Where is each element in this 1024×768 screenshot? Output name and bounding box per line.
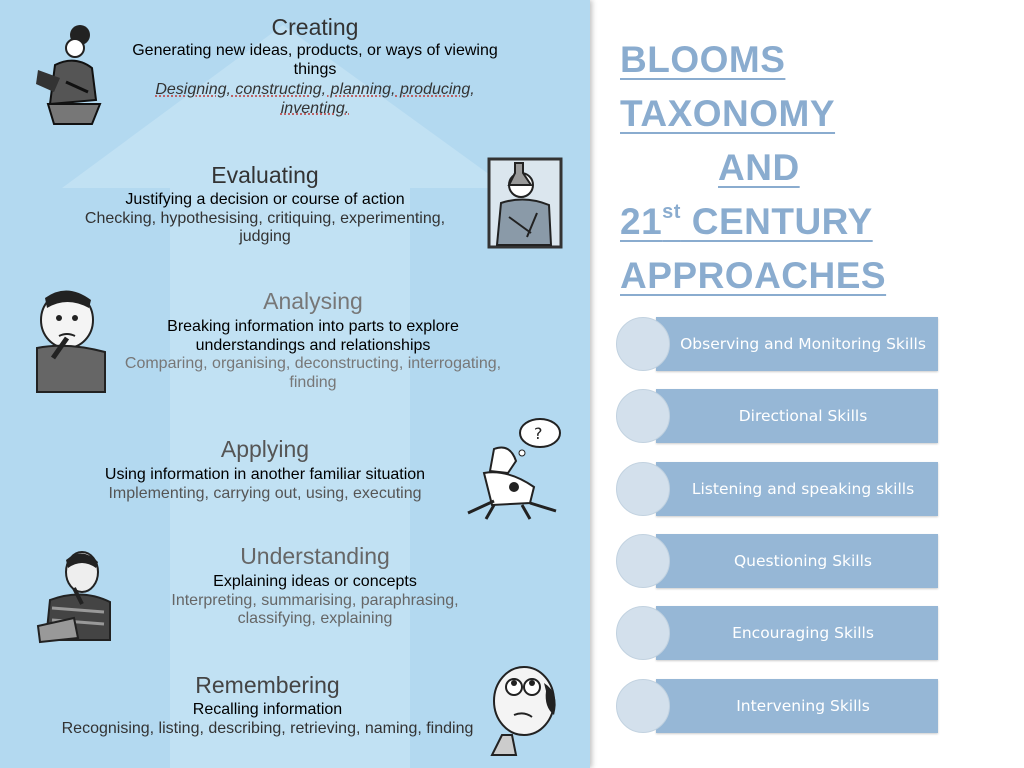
skill-item-encouraging: [616, 606, 938, 660]
level-heading: Analysing: [263, 288, 363, 314]
level-evaluating: [60, 162, 470, 247]
skill-item-observing: [616, 317, 938, 371]
level-verbs: Designing, constructing, planning, producing, inventing.: [155, 81, 475, 117]
scientist-flask-clipart-icon: [487, 157, 563, 249]
skill-bullet-circle: [616, 679, 670, 733]
skill-item-questioning: [616, 534, 938, 588]
level-description: Explaining ideas or concepts: [213, 573, 417, 591]
man-looking-up-clipart-icon: [484, 663, 564, 759]
level-heading: Understanding: [240, 543, 390, 569]
skill-item-intervening: [616, 679, 938, 733]
title-line-5: APPROACHES: [620, 255, 887, 296]
skill-item-directional: [616, 389, 938, 443]
level-heading: Evaluating: [211, 162, 319, 188]
level-heading: Creating: [271, 14, 359, 40]
level-creating: [110, 14, 520, 118]
woman-working-clipart-icon: [30, 20, 110, 130]
title-line-2: TAXONOMY: [620, 93, 836, 134]
title-line-3: AND: [718, 147, 800, 188]
level-analysing: [108, 288, 518, 392]
level-remembering: [60, 672, 475, 738]
level-description: Recalling information: [192, 701, 343, 719]
level-applying: [60, 436, 470, 503]
level-understanding: [110, 543, 520, 629]
skill-bullet-circle: [616, 462, 670, 516]
skill-bullet-circle: [616, 606, 670, 660]
skill-bullet-circle: [616, 317, 670, 371]
level-heading: Remembering: [195, 672, 340, 698]
level-description: Using information in another familiar situation: [104, 466, 426, 484]
skill-label: Listening and speaking skills: [691, 480, 915, 498]
man-reading-clipart-icon: [34, 548, 114, 644]
level-description: Breaking information into parts to explore understandings and relationships: [167, 318, 459, 354]
level-description: Justifying a decision or course of action: [125, 191, 405, 209]
title-line-4: 21st CENTURY: [620, 201, 873, 242]
skill-item-listening: [616, 462, 938, 516]
skill-label: Encouraging Skills: [732, 624, 874, 642]
dog-question-clipart-icon: [464, 413, 564, 521]
skill-bullet-circle: [616, 389, 670, 443]
svg-text:?: ?: [534, 424, 543, 443]
level-verbs: Recognising, listing, describing, retrieving, naming, finding: [61, 719, 474, 737]
skill-bullet-circle: [616, 534, 670, 588]
skill-label: Intervening Skills: [736, 697, 870, 715]
title-line-1: BLOOMS: [620, 39, 786, 80]
skill-label: Directional Skills: [738, 407, 868, 425]
level-verbs: Interpreting, summarising, paraphrasing, classifying, explaining: [171, 591, 459, 628]
level-description: Generating new ideas, products, or ways of viewing things: [132, 42, 498, 78]
level-heading: Applying: [220, 436, 310, 462]
skill-label: Observing and Monitoring Skills: [680, 335, 926, 353]
level-verbs: Checking, hypothesising, critiquing, experimenting, judging: [84, 209, 446, 246]
level-verbs: Comparing, organising, deconstructing, interrogating, finding: [124, 355, 502, 391]
presentation-title: [620, 33, 1010, 303]
skill-label: Questioning Skills: [733, 552, 873, 570]
level-verbs: Implementing, carrying out, using, executing: [108, 484, 422, 502]
thinking-man-clipart-icon: [33, 288, 109, 396]
